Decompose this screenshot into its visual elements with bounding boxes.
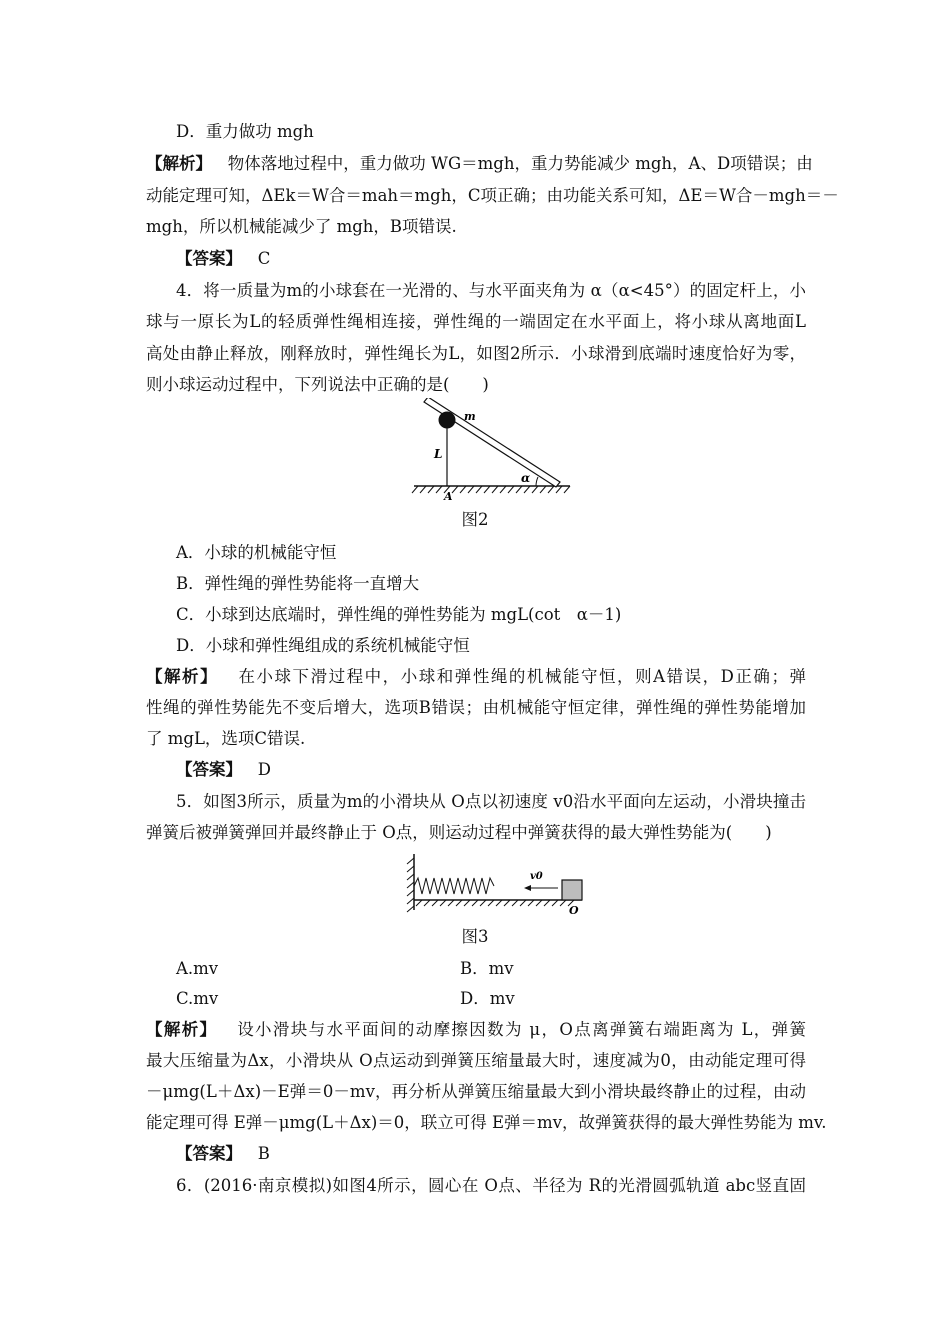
q4-option-d: D．小球和弹性绳组成的系统机械能守恒	[176, 636, 470, 655]
q5-answer	[176, 1142, 270, 1166]
q5-option-c: C.mv	[176, 989, 219, 1008]
analysis-tag: 【解析】	[146, 1020, 218, 1039]
q5-option-d: D．mv	[460, 989, 515, 1008]
q4-analysis-line-1: 【解析】 在小球下滑过程中，小球和弹性绳的机械能守恒，则A错误，D正确；弹	[146, 667, 806, 686]
answer-value: D	[257, 760, 271, 779]
label-A: A	[444, 490, 453, 503]
q4-stem-line-2: 球与一原长为L的轻质弹性绳相连接，弹性绳的一端固定在水平面上，将小球从离地面L	[146, 312, 806, 331]
q5-option-a: A.mv	[176, 959, 219, 978]
incline-rod	[424, 398, 560, 487]
q3-answer	[176, 247, 270, 271]
q5-option-b: B．mv	[460, 959, 514, 978]
answer-tag: 【答案】	[176, 249, 242, 268]
q5-analysis-line-3: －μmg(L＋Δx)－E弹＝0－mv，再分析从弹簧压缩量最大到小滑块最终静止的过程，由动	[146, 1082, 806, 1101]
q4-analysis-line-2: 性绳的弹性势能先不变后增大，选项B错误；由机械能守恒定律，弹性绳的弹性势能增加	[146, 698, 806, 717]
spring	[414, 878, 494, 894]
ball	[439, 412, 456, 429]
q3-analysis-line-3: mgh，所以机械能减少了 mgh，B项错误.	[146, 217, 457, 236]
figure-2-caption: 图2	[461, 510, 489, 529]
q3-analysis-line-2: 动能定理可知，ΔEk＝W合＝mah＝mgh，C项正确；由功能关系可知，ΔE＝W合－mgh＝－	[146, 186, 839, 205]
answer-tag: 【答案】	[176, 1144, 242, 1163]
q4-stem-line-1: 4．将一质量为m的小球套在一光滑的、与水平面夹角为 α（α<45°）的固定杆上，小	[176, 281, 806, 300]
label-v0: v0	[530, 871, 543, 882]
analysis-tag: 【解析】	[146, 154, 212, 173]
figure-2-incline-diagram	[410, 398, 580, 506]
q4-option-a: A．小球的机械能守恒	[176, 543, 337, 562]
label-L: L	[434, 447, 443, 461]
q4-stem-line-3: 高处由静止释放，刚释放时，弹性绳长为L，如图2所示．小球滑到底端时速度恰好为零，	[146, 344, 806, 363]
answer-tag: 【答案】	[176, 760, 242, 779]
q5-stem-line-2: 弹簧后被弹簧弹回并最终静止于 O点，则运动过程中弹簧获得的最大弹性势能为( )	[146, 823, 772, 842]
analysis-tag: 【解析】	[146, 667, 219, 686]
q6-stem-line-1: 6．(2016·南京模拟)如图4所示，圆心在 O点、半径为 R的光滑圆弧轨道 abc竖直固	[176, 1176, 806, 1195]
label-O: O	[569, 904, 579, 917]
q3-option-d: D．重力做功 mgh	[176, 122, 314, 141]
label-m: m	[464, 410, 476, 423]
slider-block	[562, 880, 582, 900]
q5-analysis-line-1: 【解析】 设小滑块与水平面间的动摩擦因数为 μ，O点离弹簧右端距离为 L，弹簧	[146, 1020, 806, 1039]
figure-3-spring-diagram	[400, 850, 592, 920]
q4-analysis-line-3: 了 mgL，选项C错误.	[146, 729, 306, 748]
q4-option-c: C．小球到达底端时，弹性绳的弹性势能为 mgL(cot α－1)	[176, 605, 622, 624]
q4-answer	[176, 758, 271, 782]
q4-stem-line-4: 则小球运动过程中，下列说法中正确的是( )	[146, 375, 489, 394]
q3-analysis-line-1: 【解析】 物体落地过程中，重力做功 WG＝mgh，重力势能减少 mgh，A、D项错误；由	[146, 154, 813, 173]
q5-analysis-line-2: 最大压缩量为Δx，小滑块从 O点运动到弹簧压缩量最大时，速度减为0，由动能定理可得	[146, 1051, 806, 1070]
q4-option-b: B．弹性绳的弹性势能将一直增大	[176, 574, 420, 593]
label-alpha: α	[521, 471, 531, 485]
answer-value: C	[257, 249, 271, 268]
q5-analysis-line-4: 能定理可得 E弹－μmg(L＋Δx)＝0，联立可得 E弹＝mv，故弹簧获得的最大弹性势能为 mv.	[146, 1113, 827, 1132]
figure-3-caption: 图3	[461, 927, 489, 946]
q5-stem-line-1: 5．如图3所示，质量为m的小滑块从 O点以初速度 v0沿水平面向左运动，小滑块撞击	[176, 792, 806, 811]
answer-value: B	[257, 1144, 270, 1163]
